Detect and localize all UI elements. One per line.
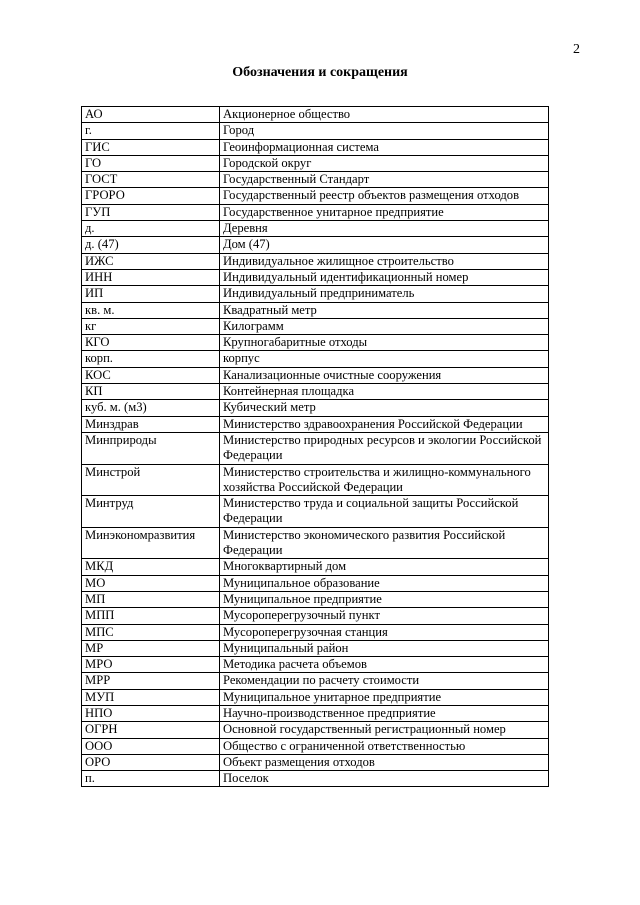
abbreviation-cell: ИП — [82, 286, 220, 302]
abbreviations-table — [81, 106, 549, 787]
abbreviation-cell: Минэкономразвития — [82, 527, 220, 559]
abbreviation-cell: Минстрой — [82, 464, 220, 496]
meaning-cell: Министерство природных ресурсов и экологии Российской Федерации — [220, 432, 549, 464]
meaning-cell: Квадратный метр — [220, 302, 549, 318]
table-row — [82, 464, 549, 496]
table-row — [82, 318, 549, 334]
meaning-cell: Дом (47) — [220, 237, 549, 253]
abbreviation-cell: МПП — [82, 608, 220, 624]
abbreviation-cell: ГО — [82, 155, 220, 171]
abbreviation-cell: КП — [82, 384, 220, 400]
abbreviation-cell: КОС — [82, 367, 220, 383]
meaning-cell: Городской округ — [220, 155, 549, 171]
table-row — [82, 673, 549, 689]
abbreviation-cell: КГО — [82, 335, 220, 351]
abbreviation-cell: Минздрав — [82, 416, 220, 432]
meaning-cell: Общество с ограниченной ответственностью — [220, 738, 549, 754]
abbreviation-cell: куб. м. (м3) — [82, 400, 220, 416]
abbreviation-cell: МО — [82, 575, 220, 591]
meaning-cell: Государственное унитарное предприятие — [220, 204, 549, 220]
table-row — [82, 754, 549, 770]
abbreviation-cell: МРР — [82, 673, 220, 689]
table-row — [82, 139, 549, 155]
table-row — [82, 155, 549, 171]
meaning-cell: Деревня — [220, 221, 549, 237]
table-row — [82, 527, 549, 559]
abbreviation-cell: ОРО — [82, 754, 220, 770]
meaning-cell: Научно-производственное предприятие — [220, 705, 549, 721]
table-row — [82, 107, 549, 123]
table-row — [82, 221, 549, 237]
table-row — [82, 351, 549, 367]
table-row — [82, 286, 549, 302]
abbreviation-cell: МКД — [82, 559, 220, 575]
table-row — [82, 575, 549, 591]
table-row — [82, 367, 549, 383]
abbreviation-cell: г. — [82, 123, 220, 139]
table-row — [82, 123, 549, 139]
meaning-cell: Министерство строительства и жилищно-коммунального хозяйства Российской Федерации — [220, 464, 549, 496]
meaning-cell: Министерство экономического развития Российской Федерации — [220, 527, 549, 559]
abbreviation-cell: ГИС — [82, 139, 220, 155]
table-row — [82, 253, 549, 269]
meaning-cell: Методика расчета объемов — [220, 657, 549, 673]
table-row — [82, 705, 549, 721]
table-row — [82, 738, 549, 754]
abbreviation-cell: МПС — [82, 624, 220, 640]
meaning-cell: Город — [220, 123, 549, 139]
abbreviation-cell: МП — [82, 591, 220, 607]
abbreviation-cell: кг — [82, 318, 220, 334]
abbreviation-cell: кв. м. — [82, 302, 220, 318]
meaning-cell: Многоквартирный дом — [220, 559, 549, 575]
meaning-cell: Муниципальное образование — [220, 575, 549, 591]
table-row — [82, 624, 549, 640]
table-row — [82, 771, 549, 787]
abbreviation-cell: п. — [82, 771, 220, 787]
table-row — [82, 204, 549, 220]
abbreviation-cell: д. (47) — [82, 237, 220, 253]
meaning-cell: Мусороперегрузочная станция — [220, 624, 549, 640]
abbreviation-cell: ГУП — [82, 204, 220, 220]
table-row — [82, 591, 549, 607]
table-row — [82, 432, 549, 464]
abbreviation-cell: МР — [82, 640, 220, 656]
table-row — [82, 302, 549, 318]
table-row — [82, 496, 549, 528]
meaning-cell: Кубический метр — [220, 400, 549, 416]
abbreviation-cell: АО — [82, 107, 220, 123]
table-row — [82, 237, 549, 253]
meaning-cell: Министерство труда и социальной защиты Российской Федерации — [220, 496, 549, 528]
abbreviations-table-body — [82, 107, 549, 787]
abbreviation-cell: Минприроды — [82, 432, 220, 464]
table-row — [82, 657, 549, 673]
abbreviation-cell: Минтруд — [82, 496, 220, 528]
meaning-cell: Муниципальное предприятие — [220, 591, 549, 607]
abbreviation-cell: корп. — [82, 351, 220, 367]
meaning-cell: Килограмм — [220, 318, 549, 334]
meaning-cell: Мусороперегрузочный пункт — [220, 608, 549, 624]
table-row — [82, 640, 549, 656]
meaning-cell: Министерство здравоохранения Российской Федерации — [220, 416, 549, 432]
abbreviation-cell: ГОСТ — [82, 172, 220, 188]
table-row — [82, 689, 549, 705]
meaning-cell: Основной государственный регистрационный номер — [220, 722, 549, 738]
meaning-cell: Геоинформационная система — [220, 139, 549, 155]
meaning-cell: Государственный Стандарт — [220, 172, 549, 188]
abbreviation-cell: ИНН — [82, 269, 220, 285]
abbreviation-cell: МУП — [82, 689, 220, 705]
meaning-cell: корпус — [220, 351, 549, 367]
meaning-cell: Контейнерная площадка — [220, 384, 549, 400]
meaning-cell: Государственный реестр объектов размещения отходов — [220, 188, 549, 204]
meaning-cell: Индивидуальный идентификационный номер — [220, 269, 549, 285]
table-row — [82, 722, 549, 738]
abbreviation-cell: ОГРН — [82, 722, 220, 738]
meaning-cell: Индивидуальное жилищное строительство — [220, 253, 549, 269]
table-row — [82, 384, 549, 400]
meaning-cell: Муниципальное унитарное предприятие — [220, 689, 549, 705]
meaning-cell: Муниципальный район — [220, 640, 549, 656]
page-title: Обозначения и сокращения — [232, 65, 408, 80]
meaning-cell: Рекомендации по расчету стоимости — [220, 673, 549, 689]
abbreviation-cell: НПО — [82, 705, 220, 721]
table-row — [82, 172, 549, 188]
meaning-cell: Объект размещения отходов — [220, 754, 549, 770]
table-row — [82, 608, 549, 624]
abbreviation-cell: ГРОРО — [82, 188, 220, 204]
meaning-cell: Акционерное общество — [220, 107, 549, 123]
abbreviation-cell: ИЖС — [82, 253, 220, 269]
table-row — [82, 400, 549, 416]
table-row — [82, 269, 549, 285]
table-row — [82, 188, 549, 204]
meaning-cell: Крупногабаритные отходы — [220, 335, 549, 351]
meaning-cell: Индивидуальный предприниматель — [220, 286, 549, 302]
table-row — [82, 559, 549, 575]
table-row — [82, 416, 549, 432]
abbreviation-cell: ООО — [82, 738, 220, 754]
abbreviation-cell: МРО — [82, 657, 220, 673]
abbreviation-cell: д. — [82, 221, 220, 237]
meaning-cell: Канализационные очистные сооружения — [220, 367, 549, 383]
table-row — [82, 335, 549, 351]
page-number: 2 — [573, 42, 580, 57]
meaning-cell: Поселок — [220, 771, 549, 787]
